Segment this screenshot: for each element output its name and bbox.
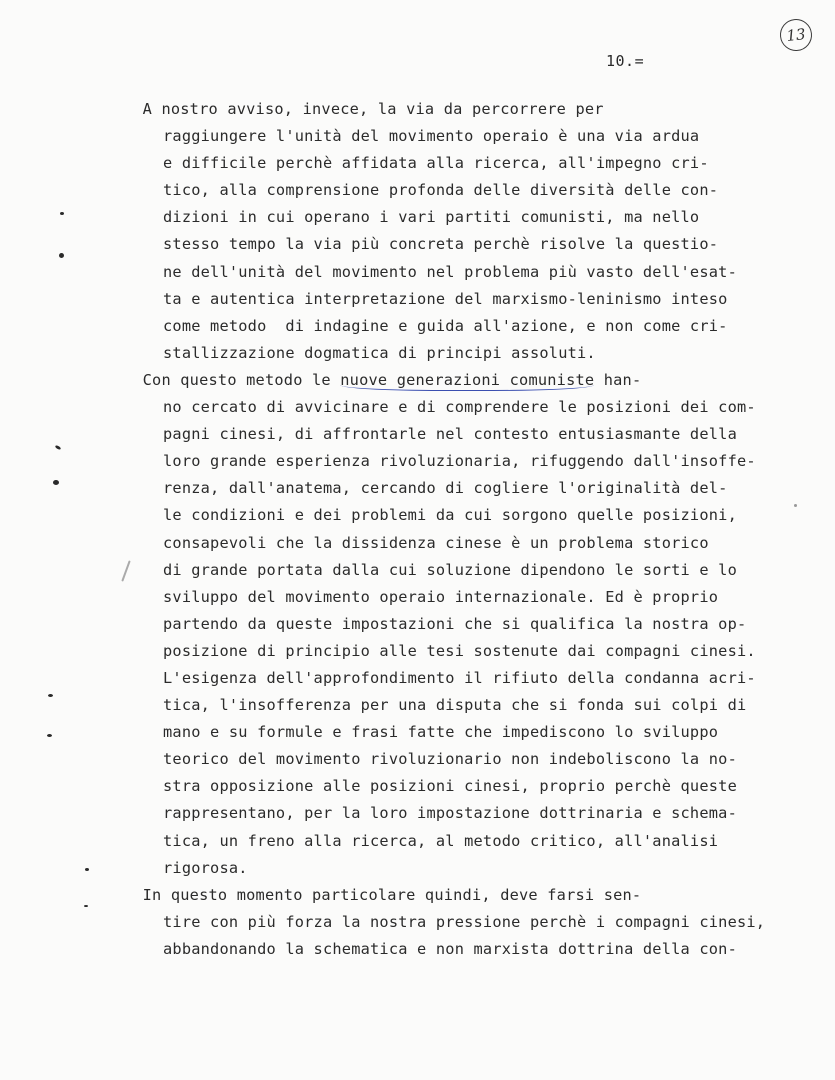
text-line: tico, alla comprensione profonda delle diversità delle con- (163, 181, 719, 200)
text-line: no cercato di avvicinare e di comprendere le posizioni dei com- (163, 398, 756, 417)
margin-speck (55, 445, 62, 451)
text-line (105, 367, 803, 394)
text-line: pagni cinesi, di affrontarle nel contesto entusiasmante della (163, 425, 737, 444)
page-stamp-circle (778, 17, 813, 52)
text-line: le condizioni e dei problemi da cui sorgono quelle posizioni, (163, 506, 737, 525)
margin-speck (84, 905, 88, 907)
text-line: abbandonando la schematica e non marxista dottrina della con- (163, 939, 737, 958)
text-line: stra opposizione alle posizioni cinesi, proprio perchè queste (163, 777, 737, 796)
stamp-number: 13 (785, 25, 807, 45)
margin-speck (59, 253, 64, 258)
page-number: 10.= (606, 52, 645, 70)
text-line: ne dell'unità del movimento nel problema più vasto dell'esat- (163, 262, 737, 281)
margin-speck (121, 560, 130, 581)
margin-speck (85, 868, 89, 871)
text-line: consapevoli che la dissidenza cinese è un problema storico (163, 533, 709, 552)
text-line: renza, dall'anatema, cercando di cogliere l'originalità del- (163, 479, 728, 498)
margin-speck (60, 212, 64, 215)
text-line: mano e su formule e frasi fatte che impediscono lo sviluppo (163, 723, 719, 742)
text-line: dizioni in cui operano i vari partiti comunisti, ma nello (163, 208, 700, 227)
margin-speck (48, 694, 53, 697)
margin-speck (53, 480, 59, 485)
text-line: e difficile perchè affidata alla ricerca, all'impegno cri- (163, 154, 709, 173)
text-line-tail: han- (594, 370, 642, 389)
text-line: posizione di principio alle tesi sostenute dai compagni cinesi. (163, 641, 756, 660)
text-line: sviluppo del movimento operaio internazionale. Ed è proprio (163, 587, 719, 606)
text-line-head: Con questo metodo le (105, 370, 341, 389)
text-line: raggiungere l'unità del movimento operaio è una via ardua (163, 127, 700, 146)
text-line: teorico del movimento rivoluzionario non indeboliscono la no- (163, 750, 737, 769)
text-line: In questo momento particolare quindi, deve farsi sen- (105, 885, 642, 904)
text-line: partendo da queste impostazioni che si qualifica la nostra op- (163, 614, 747, 633)
text-line: stesso tempo la via più concreta perchè risolve la questio- (163, 235, 719, 254)
text-line: di grande portata dalla cui soluzione dipendono le sorti e lo (163, 560, 737, 579)
text-line: stallizzazione dogmatica di principi assoluti. (163, 343, 596, 362)
pen-underlined-phrase: nuove generazioni comuniste (340, 370, 595, 389)
text-line: A nostro avviso, invece, la via da percorrere per (105, 100, 604, 118)
text-line: L'esigenza dell'approfondimento il rifiuto della condanna acri- (163, 668, 756, 687)
text-line: tire con più forza la nostra pressione perchè i compagni cinesi, (163, 912, 766, 931)
document-body (105, 96, 803, 963)
text-line: loro grande esperienza rivoluzionaria, rifuggendo dall'insoffe- (163, 452, 756, 471)
text-line: come metodo di indagine e guida all'azione, e non come cri- (163, 316, 728, 335)
text-line: ta e autentica interpretazione del marxismo-leninismo inteso (163, 289, 728, 308)
text-line: tica, un freno alla ricerca, al metodo critico, all'analisi (163, 831, 719, 850)
text-line: tica, l'insofferenza per una disputa che si fonda sui colpi di (163, 696, 747, 715)
margin-speck (794, 504, 797, 507)
margin-speck (47, 734, 52, 737)
text-line: rigorosa. (163, 858, 248, 877)
text-line: rappresentano, per la loro impostazione dottrinaria e schema- (163, 804, 737, 823)
